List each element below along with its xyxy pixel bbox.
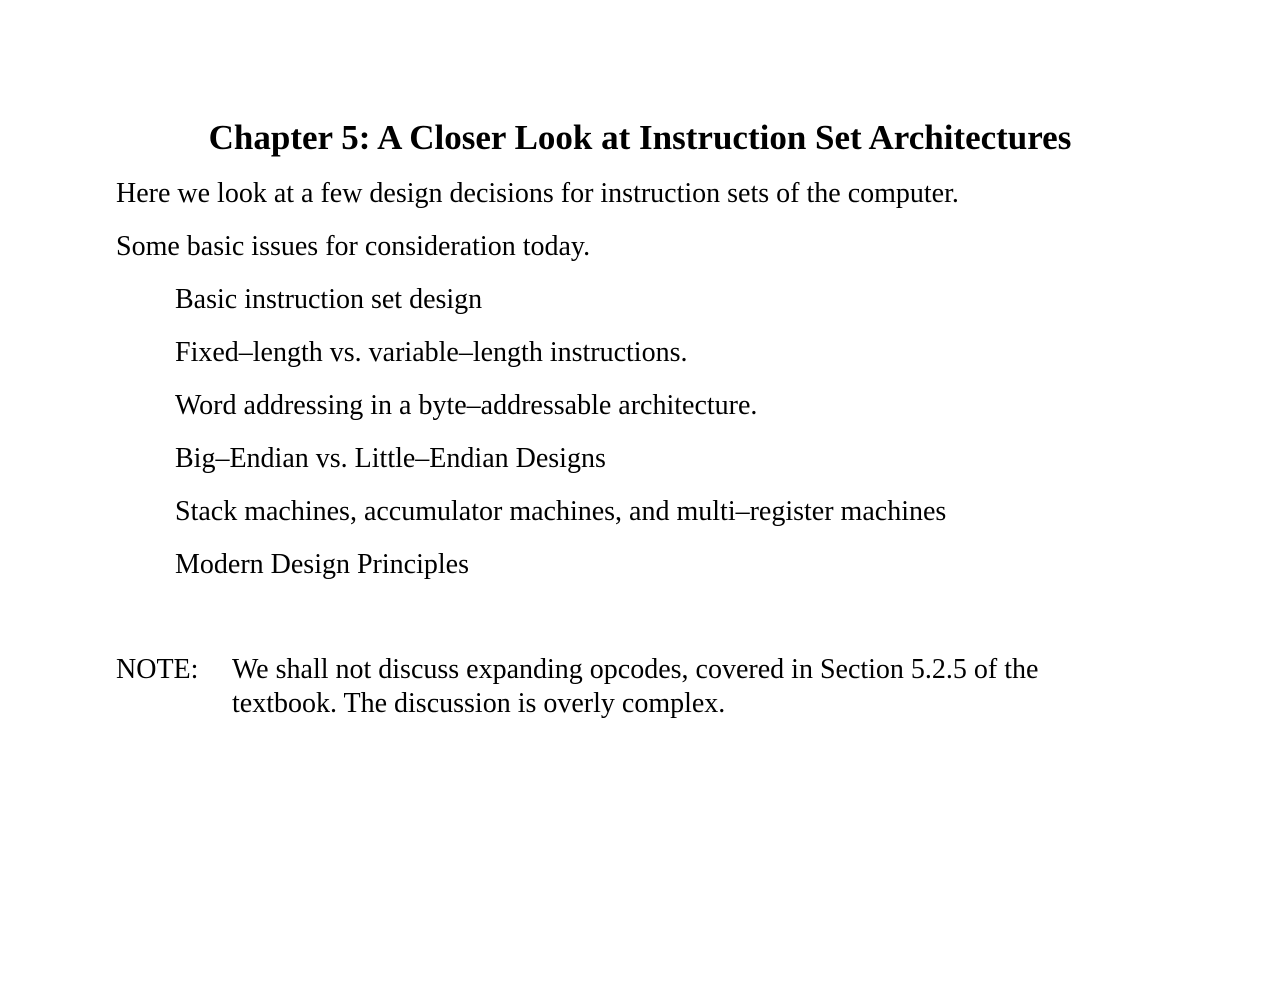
intro-line: Here we look at a few design decisions for instruction sets of the computer. [116, 178, 959, 209]
note-text: We shall not discuss expanding opcodes, covered in Section 5.2.5 of the textbook. The discussion is overly complex. [232, 654, 1039, 719]
topic-item: Modern Design Principles [175, 549, 469, 580]
topic-item: Fixed–length vs. variable–length instructions. [175, 337, 688, 368]
topic-item: Word addressing in a byte–addressable architecture. [175, 390, 758, 421]
intro-line: Some basic issues for consideration today. [116, 231, 591, 262]
page-title: Chapter 5: A Closer Look at Instruction Set Architectures [208, 118, 1072, 157]
topic-item: Stack machines, accumulator machines, and multi–register machines [175, 496, 947, 527]
note-label: NOTE: [116, 654, 199, 685]
topic-item: Big–Endian vs. Little–Endian Designs [175, 443, 606, 474]
topic-item: Basic instruction set design [175, 284, 483, 315]
